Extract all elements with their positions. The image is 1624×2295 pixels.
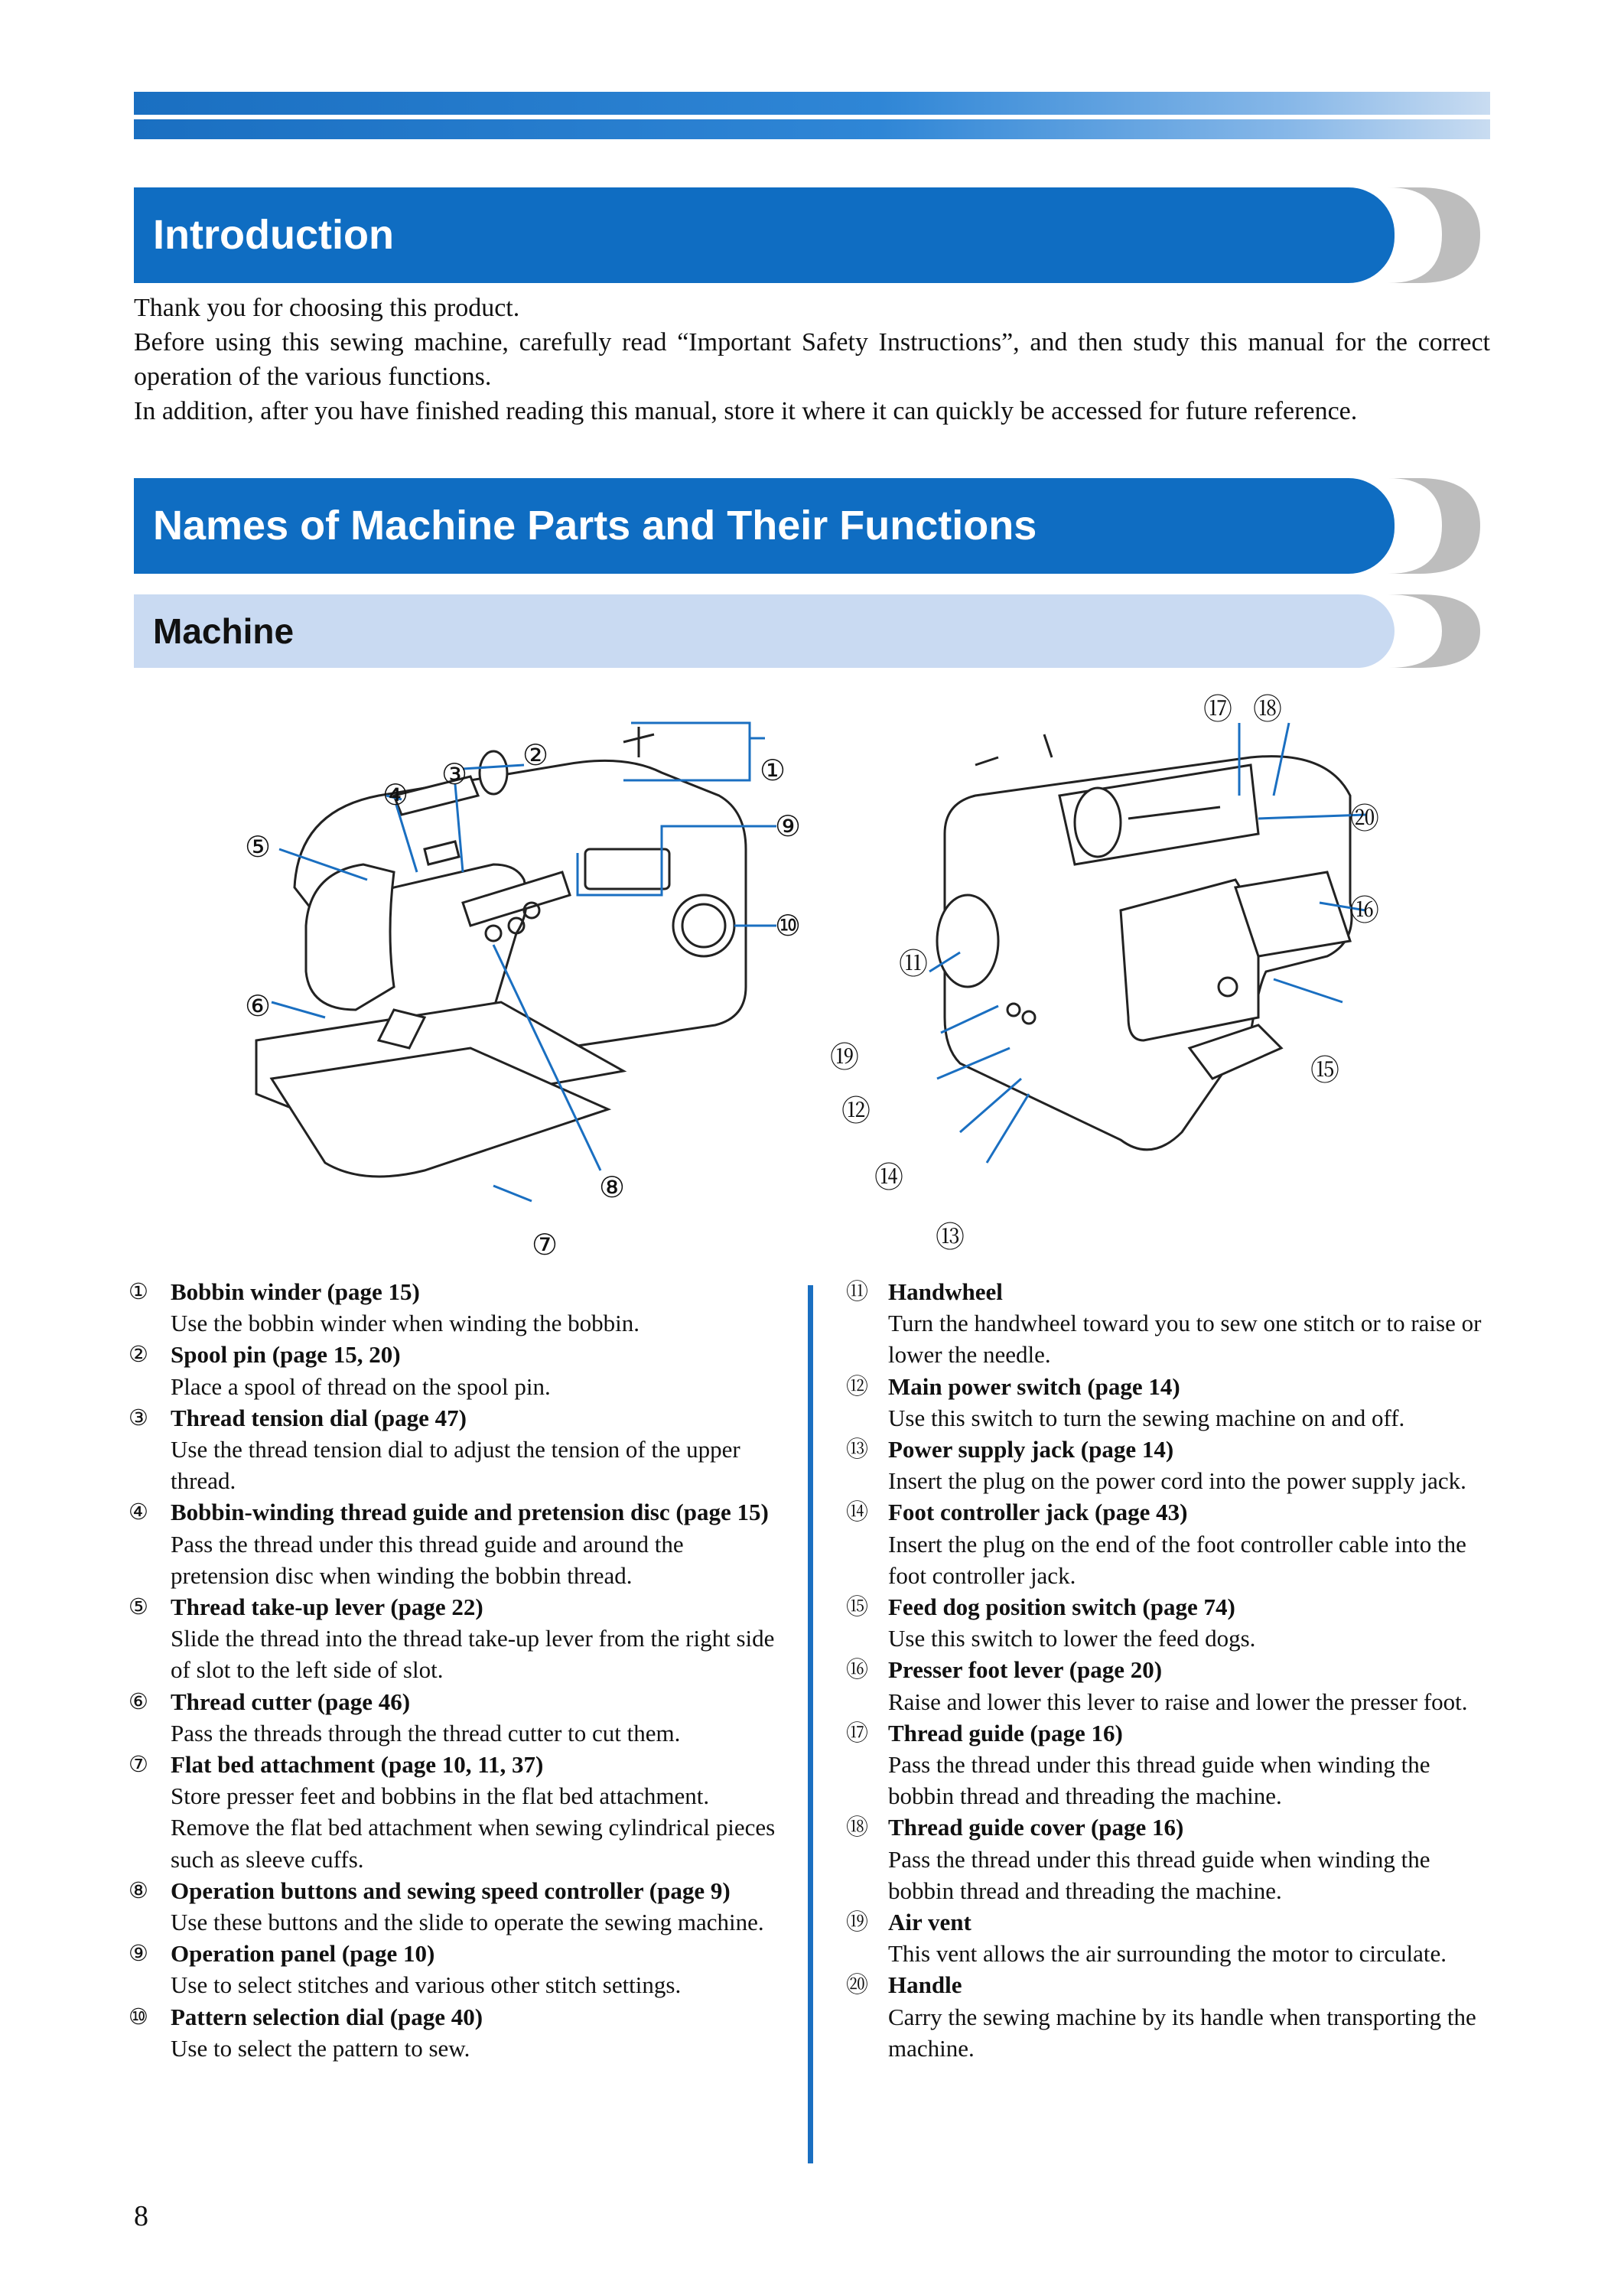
list-item xyxy=(129,1402,779,1497)
callout-number: ⑰ xyxy=(1203,692,1233,726)
item-title: Power supply jack (page 14) xyxy=(888,1436,1174,1463)
list-item xyxy=(129,1875,779,1938)
item-number: ⑨ xyxy=(129,1940,148,1967)
page-number: 8 xyxy=(134,2200,148,2232)
list-item xyxy=(129,1938,779,2000)
intro-paragraph: In addition, after you have finished reading this manual, store it where it can quickly be accessed for future reference. xyxy=(134,397,1358,425)
intro-paragraph: Thank you for choosing this product. xyxy=(134,294,520,322)
callout-number: ⑫ xyxy=(841,1094,871,1128)
machine-front-illustration xyxy=(256,723,776,1201)
item-description: Store presser feet and bobbins in the flat bed attachment. Remove the flat bed attachment when sewing cylindrical pieces such as sleeve cuffs. xyxy=(171,1782,776,1873)
item-description: Use this switch to lower the feed dogs. xyxy=(888,1625,1256,1652)
item-title: Pattern selection dial (page 40) xyxy=(171,2003,483,2030)
list-item xyxy=(846,1371,1496,1434)
callout-number: ① xyxy=(760,754,786,787)
list-item xyxy=(846,1969,1496,2064)
chevron-decoration-icon xyxy=(1388,187,1488,283)
item-title: Foot controller jack (page 43) xyxy=(888,1499,1188,1526)
item-title: Handwheel xyxy=(888,1278,1003,1305)
item-number: ⑤ xyxy=(129,1593,148,1620)
machine-parts-illustration xyxy=(134,681,1490,1278)
item-description: Use the thread tension dial to adjust the tension of the upper thread. xyxy=(171,1436,740,1495)
item-number: ① xyxy=(129,1278,148,1304)
intro-paragraph: Before using this sewing machine, carefully read “Important Safety Instructions”, and then study this manual for the correct operation of the various functions. xyxy=(134,328,1490,391)
callout-number: ⑥ xyxy=(245,989,272,1023)
item-description: Pass the thread under this thread guide when winding the bobbin thread and threading the machine. xyxy=(888,1751,1430,1810)
parts-list-right xyxy=(846,1276,1496,2064)
callout-number: ⑱ xyxy=(1253,692,1283,726)
item-title: Operation buttons and sewing speed controller (page 9) xyxy=(171,1877,731,1904)
item-number: ⑱ xyxy=(846,1814,869,1841)
item-title: Main power switch (page 14) xyxy=(888,1372,1180,1400)
item-title: Thread guide (page 16) xyxy=(888,1719,1123,1746)
item-description: Place a spool of thread on the spool pin. xyxy=(171,1372,551,1400)
parts-section-heading xyxy=(134,478,1395,574)
list-item xyxy=(129,1591,779,1686)
callout-number: ② xyxy=(522,738,549,772)
item-title: Bobbin-winding thread guide and pretension disc (page 15) xyxy=(171,1499,769,1526)
callout-number: ⑤ xyxy=(245,830,272,864)
introduction-text xyxy=(134,291,1490,428)
item-number: ④ xyxy=(129,1499,148,1525)
item-description: Slide the thread into the thread take-up lever from the right side of slot to the left side of slot. xyxy=(171,1625,775,1684)
callout-number: ⑳ xyxy=(1350,802,1380,835)
list-item xyxy=(129,1276,779,1339)
item-description: Use to select stitches and various other stitch settings. xyxy=(171,1971,682,1999)
list-item xyxy=(846,1434,1496,1496)
list-item xyxy=(846,1591,1496,1654)
item-description: Turn the handwheel toward you to sew one stitch or to raise or lower the needle. xyxy=(888,1310,1482,1369)
item-description: Pass the thread under this thread guide when winding the bobbin thread and threading the machine. xyxy=(888,1845,1430,1904)
item-number: ⑭ xyxy=(846,1499,869,1525)
list-item xyxy=(846,1654,1496,1717)
item-title: Bobbin winder (page 15) xyxy=(171,1278,420,1305)
item-title: Thread tension dial (page 47) xyxy=(171,1404,467,1431)
callout-number: ③ xyxy=(441,757,468,791)
item-description: Insert the plug on the end of the foot controller cable into the foot controller jack. xyxy=(888,1530,1466,1589)
list-item xyxy=(129,1496,779,1591)
list-item xyxy=(846,1496,1496,1591)
callout-number: ⑧ xyxy=(599,1170,626,1204)
callout-number: ⑮ xyxy=(1310,1053,1340,1087)
callout-number: ⑯ xyxy=(1350,894,1380,927)
introduction-heading xyxy=(134,187,1395,283)
item-number: ⑰ xyxy=(846,1719,869,1746)
item-number: ⑪ xyxy=(846,1278,869,1304)
parts-section-title: Names of Machine Parts and Their Functions xyxy=(153,503,1037,549)
item-number: ⑬ xyxy=(846,1436,869,1463)
item-number: ⑲ xyxy=(846,1909,869,1935)
item-title: Thread cutter (page 46) xyxy=(171,1688,411,1715)
item-description: Use to select the pattern to sew. xyxy=(171,2034,470,2062)
list-item xyxy=(846,1812,1496,1906)
item-title: Presser foot lever (page 20) xyxy=(888,1656,1163,1684)
item-description: Raise and lower this lever to raise and lower the presser foot. xyxy=(888,1688,1468,1715)
item-title: Air vent xyxy=(888,1909,971,1936)
list-item xyxy=(846,1276,1496,1371)
list-item xyxy=(846,1906,1496,1969)
chevron-decoration-icon xyxy=(1388,594,1488,668)
top-decorative-bar xyxy=(134,92,1490,139)
item-number: ⑩ xyxy=(129,2003,148,2030)
list-item xyxy=(129,2001,779,2064)
item-description: Pass the thread under this thread guide and around the pretension disc when winding the bobbin thread. xyxy=(171,1530,684,1589)
item-title: Thread take-up lever (page 22) xyxy=(171,1593,483,1621)
callout-number: ⑦ xyxy=(532,1228,558,1261)
item-number: ⑧ xyxy=(129,1877,148,1903)
item-number: ⑦ xyxy=(129,1751,148,1778)
callout-number: ⑨ xyxy=(775,809,802,843)
item-description: Use these buttons and the slide to operate the sewing machine. xyxy=(171,1909,764,1936)
callout-number: ⑭ xyxy=(874,1161,904,1194)
list-item xyxy=(129,1339,779,1401)
item-description: This vent allows the air surrounding the motor to circulate. xyxy=(888,1940,1447,1968)
list-item xyxy=(129,1686,779,1749)
item-number: ② xyxy=(129,1341,148,1368)
item-title: Thread guide cover (page 16) xyxy=(888,1814,1184,1841)
introduction-title: Introduction xyxy=(153,212,394,258)
item-title: Flat bed attachment (page 10, 11, 37) xyxy=(171,1751,544,1779)
machine-subheading xyxy=(134,594,1395,668)
item-description: Use the bobbin winder when winding the bobbin. xyxy=(171,1310,640,1337)
item-description: Pass the threads through the thread cutter to cut them. xyxy=(171,1719,681,1746)
machine-subtitle: Machine xyxy=(153,611,295,651)
item-title: Handle xyxy=(888,1971,962,1999)
callout-number: ④ xyxy=(382,778,409,812)
column-divider xyxy=(808,1285,813,2163)
item-number: ⑮ xyxy=(846,1593,869,1620)
item-description: Carry the sewing machine by its handle when transporting the machine. xyxy=(888,2003,1476,2062)
item-title: Spool pin (page 15, 20) xyxy=(171,1341,401,1369)
item-number: ⑫ xyxy=(846,1372,869,1399)
machine-rear-illustration xyxy=(929,723,1365,1163)
list-item xyxy=(846,1717,1496,1812)
callout-number: ⑩ xyxy=(775,909,802,942)
item-number: ⑯ xyxy=(846,1656,869,1683)
item-description: Insert the plug on the power cord into the power supply jack. xyxy=(888,1467,1466,1495)
item-number: ⑥ xyxy=(129,1688,148,1714)
item-number: ③ xyxy=(129,1404,148,1431)
parts-list-left xyxy=(129,1276,779,2064)
item-number: ⑳ xyxy=(846,1971,869,1998)
item-title: Operation panel (page 10) xyxy=(171,1940,435,1968)
chevron-decoration-icon xyxy=(1388,478,1488,574)
callout-number: ⑬ xyxy=(936,1220,965,1254)
list-item xyxy=(129,1749,779,1875)
callout-number: ⑲ xyxy=(830,1040,860,1074)
item-title: Feed dog position switch (page 74) xyxy=(888,1593,1235,1621)
callout-number: ⑪ xyxy=(899,947,929,981)
item-description: Use this switch to turn the sewing machine on and off. xyxy=(888,1404,1405,1431)
